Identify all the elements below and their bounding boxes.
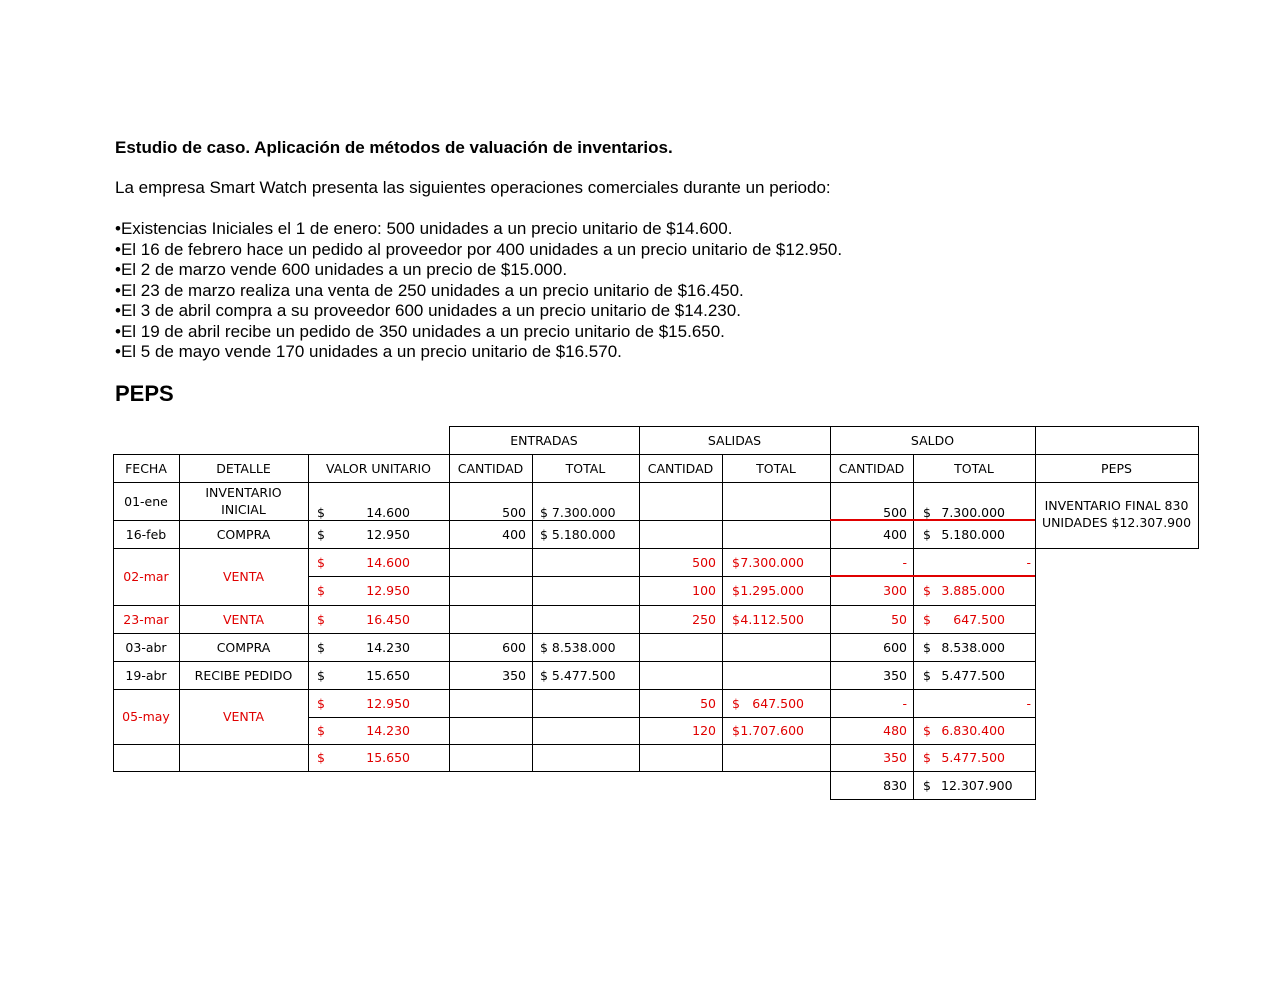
salida-cantidad-cell — [639, 520, 722, 548]
grid-line — [1035, 548, 1036, 577]
valor-unitario-cell — [317, 576, 410, 605]
entrada-cantidad-cell — [449, 689, 532, 717]
saldo-total-cell — [923, 576, 1005, 605]
saldo-cantidad-cell: 400 — [883, 526, 907, 542]
currency-symbol: $ — [732, 695, 740, 711]
entrada-total-cell: $ 8.538.000 — [540, 639, 616, 655]
detalle-cell: VENTA — [222, 611, 264, 627]
currency-symbol: $ — [317, 611, 325, 627]
column-header-total_b: TOTAL — [954, 460, 994, 476]
currency-symbol: $ — [317, 695, 325, 711]
entrada-cantidad-cell — [449, 717, 532, 744]
valor-unitario-value: 14.600 — [366, 554, 410, 570]
saldo-total-value: 7.300.000 — [941, 505, 1005, 520]
final-cantidad-cell: 830 — [883, 777, 907, 793]
currency-symbol: $ — [923, 723, 931, 738]
grid-line — [1035, 661, 1036, 690]
column-header-total_e: TOTAL — [565, 460, 606, 476]
salida-cantidad-cell: 100 — [692, 583, 716, 598]
grid-line — [308, 689, 309, 718]
currency-symbol: $ — [732, 723, 740, 738]
group-saldo: SALDO — [910, 432, 955, 448]
salida-total-value: 1.707.600 — [740, 723, 804, 738]
grid-line — [913, 482, 914, 521]
currency-symbol: $ — [923, 583, 931, 598]
salida-total-value: 1.295.000 — [740, 583, 804, 598]
salida-total-cell — [732, 605, 804, 633]
salida-total-value: 647.500 — [752, 695, 804, 711]
currency-symbol: $ — [923, 777, 931, 793]
saldo-total-value: 5.477.500 — [941, 667, 1005, 683]
valor-unitario-cell — [317, 482, 410, 520]
grid-line — [1198, 482, 1199, 521]
grid-line — [722, 605, 723, 634]
entrada-cantidad-cell: 600 — [502, 639, 526, 655]
column-header-cant_s: CANTIDAD — [647, 460, 714, 476]
grid-line — [1035, 633, 1036, 662]
saldo-total-cell — [923, 661, 1005, 689]
valor-unitario-value: 16.450 — [366, 611, 410, 627]
valor-unitario-cell — [317, 548, 410, 576]
currency-symbol: $ — [923, 505, 931, 520]
currency-symbol: $ — [923, 639, 931, 655]
grid-line — [308, 482, 309, 521]
salida-cantidad-cell — [639, 744, 722, 771]
saldo-cantidad-cell: 350 — [883, 750, 907, 765]
fecha-cell: 02-mar — [123, 569, 169, 584]
grid-line — [913, 633, 914, 662]
salida-cantidad-cell — [639, 661, 722, 689]
intro-text: La empresa Smart Watch presenta las siguientes operaciones comerciales durante un periodo: — [115, 178, 831, 197]
grid-line — [913, 661, 914, 690]
group-entradas: ENTRADAS — [510, 432, 578, 448]
entrada-total-cell: $ 5.180.000 — [540, 526, 616, 542]
grid-line — [722, 482, 723, 521]
entrada-cantidad-cell: 350 — [502, 667, 526, 683]
saldo-total-cell — [923, 633, 1005, 661]
grid-line — [1035, 744, 1036, 772]
salida-cantidad-cell — [639, 633, 722, 661]
currency-symbol: $ — [317, 667, 325, 683]
fecha-cell: 03-abr — [125, 639, 167, 655]
column-header-total_s: TOTAL — [756, 460, 796, 476]
salida-cantidad-cell: 120 — [692, 723, 716, 738]
saldo-total-value: 5.180.000 — [941, 526, 1005, 542]
entrada-cantidad-cell — [449, 744, 532, 771]
salida-total-value: 4.112.500 — [740, 611, 804, 627]
detalle-cell: INVENTARIO INICIAL — [205, 485, 282, 517]
valor-unitario-value: 12.950 — [366, 583, 410, 598]
final-total-cell — [923, 771, 1017, 799]
saldo-total-cell — [923, 482, 1005, 520]
saldo-cantidad-cell: 500 — [883, 505, 907, 520]
grid-line — [913, 520, 914, 549]
column-header-cant_e: CANTIDAD — [457, 460, 524, 476]
grid-line — [1035, 520, 1036, 549]
doc-title: Estudio de caso. Aplicación de métodos de valuación de inventarios. — [115, 138, 673, 157]
valor-unitario-value: 12.950 — [366, 526, 410, 542]
grid-line — [1035, 482, 1036, 521]
grid-line — [722, 689, 723, 718]
grid-line — [830, 799, 1036, 800]
operation-item: • Existencias Iniciales el 1 de enero: 500 unidades a un precio unitario de $14.600. — [115, 219, 842, 240]
currency-symbol: $ — [317, 750, 325, 765]
entrada-cantidad-cell — [449, 548, 532, 576]
operation-item: • El 19 de abril recibe un pedido de 350 unidades a un precio unitario de $15.650. — [115, 322, 842, 343]
detalle-cell: RECIBE PEDIDO — [194, 667, 293, 683]
saldo-cantidad-cell: 300 — [883, 583, 907, 598]
grid-line — [913, 605, 914, 634]
entrada-total-cell — [532, 744, 639, 771]
currency-symbol: $ — [923, 611, 931, 627]
entrada-cantidad-cell — [449, 605, 532, 633]
saldo-cantidad-cell: 50 — [891, 611, 907, 627]
operation-item: • El 5 de mayo vende 170 unidades a un precio unitario de $16.570. — [115, 342, 842, 363]
grid-line — [308, 520, 309, 549]
fecha-cell: 16-feb — [125, 526, 167, 542]
entrada-total-cell — [532, 548, 639, 576]
saldo-total-value: 647.500 — [953, 611, 1005, 627]
valor-unitario-cell — [317, 520, 410, 548]
column-header-valor: VALOR UNITARIO — [326, 460, 431, 476]
valor-unitario-cell — [317, 605, 410, 633]
column-header-fecha: FECHA — [125, 460, 167, 476]
salida-cantidad-cell: 50 — [700, 695, 716, 711]
salida-cantidad-cell: 500 — [692, 554, 716, 570]
currency-symbol: $ — [732, 554, 740, 570]
entrada-total-cell — [532, 576, 639, 605]
grid-line — [113, 744, 114, 772]
operation-item: • El 3 de abril compra a su proveedor 600 unidades a un precio unitario de $14.230. — [115, 301, 842, 322]
grid-line — [1198, 426, 1199, 455]
detalle-cell: VENTA — [222, 709, 264, 724]
fecha-cell: 23-mar — [123, 611, 169, 627]
salida-cantidad-cell: 250 — [692, 611, 716, 627]
salida-cantidad-cell — [639, 482, 722, 520]
grid-line — [1035, 717, 1036, 745]
saldo-total-cell — [923, 520, 1005, 548]
group-salidas: SALIDAS — [707, 432, 762, 448]
grid-line — [722, 744, 723, 772]
grid-line — [308, 576, 309, 606]
currency-symbol: $ — [317, 554, 325, 570]
currency-symbol: $ — [317, 505, 325, 520]
currency-symbol: $ — [317, 583, 325, 598]
currency-symbol: $ — [317, 639, 325, 655]
currency-symbol: $ — [732, 611, 740, 627]
saldo-total-cell: - — [1026, 695, 1031, 711]
grid-line — [1035, 548, 1199, 549]
final-inventory-note: INVENTARIO FINAL 830 UNIDADES $12.307.900 — [1041, 498, 1192, 530]
grid-line — [1035, 771, 1036, 800]
fecha-cell: 05-may — [122, 709, 170, 724]
saldo-total-cell — [923, 605, 1005, 633]
operation-item: • El 23 de marzo realiza una venta de 250 unidades a un precio unitario de $16.450. — [115, 281, 842, 302]
grid-line — [722, 717, 723, 745]
salida-total-value: 7.300.000 — [740, 554, 804, 570]
grid-line — [308, 717, 309, 745]
salida-total-cell — [732, 576, 804, 605]
salida-total-cell — [732, 717, 804, 744]
grid-line — [308, 661, 309, 690]
grid-line — [308, 744, 309, 772]
grid-line — [308, 633, 309, 662]
valor-unitario-value: 14.230 — [366, 639, 410, 655]
currency-symbol: $ — [317, 526, 325, 542]
detalle-cell: COMPRA — [216, 526, 271, 542]
grid-line — [722, 548, 723, 577]
grid-line — [722, 576, 723, 606]
entrada-total-cell — [532, 717, 639, 744]
currency-symbol: $ — [732, 583, 740, 598]
valor-unitario-value: 15.650 — [366, 750, 410, 765]
grid-line — [1198, 454, 1199, 483]
saldo-cantidad-cell: - — [902, 554, 907, 570]
saldo-total-value: 5.477.500 — [941, 750, 1005, 765]
final-total-value: 12.307.900 — [941, 777, 1013, 793]
saldo-total-value: 8.538.000 — [941, 639, 1005, 655]
column-header-cant_b: CANTIDAD — [838, 460, 905, 476]
saldo-total-cell: - — [1026, 554, 1031, 570]
currency-symbol: $ — [923, 526, 931, 542]
entrada-total-cell — [532, 689, 639, 717]
grid-line — [722, 633, 723, 662]
saldo-total-value: 6.830.400 — [941, 723, 1005, 738]
grid-line — [913, 771, 914, 800]
detalle-cell: VENTA — [222, 569, 264, 584]
column-header-peps: PEPS — [1101, 460, 1132, 476]
valor-unitario-value: 14.230 — [366, 723, 410, 738]
valor-unitario-value: 15.650 — [366, 667, 410, 683]
grid-line — [1035, 426, 1036, 455]
grid-line — [913, 576, 914, 606]
fecha-cell: 01-ene — [124, 493, 168, 509]
saldo-total-cell — [923, 744, 1005, 771]
currency-symbol: $ — [923, 667, 931, 683]
entrada-cantidad-cell: 500 — [502, 505, 526, 520]
fecha-cell: 19-abr — [125, 667, 167, 683]
saldo-total-value: 3.885.000 — [941, 583, 1005, 598]
grid-line — [722, 520, 723, 549]
valor-unitario-cell — [317, 633, 410, 661]
valor-unitario-cell — [317, 744, 410, 771]
grid-line — [308, 548, 309, 577]
saldo-cantidad-cell: 350 — [883, 667, 907, 683]
detalle-cell: COMPRA — [216, 639, 271, 655]
saldo-cantidad-cell: 600 — [883, 639, 907, 655]
entrada-cantidad-cell — [449, 576, 532, 605]
grid-line — [1035, 605, 1036, 634]
operation-item: • El 2 de marzo vende 600 unidades a un precio de $15.000. — [115, 260, 842, 281]
grid-line — [1035, 576, 1036, 606]
valor-unitario-value: 14.600 — [366, 505, 410, 520]
valor-unitario-cell — [317, 689, 410, 717]
saldo-total-cell — [923, 717, 1005, 744]
currency-symbol: $ — [923, 750, 931, 765]
currency-symbol: $ — [317, 723, 325, 738]
saldo-cantidad-cell: 480 — [883, 723, 907, 738]
entrada-total-cell — [532, 605, 639, 633]
salida-total-cell — [732, 548, 804, 576]
grid-line — [1198, 520, 1199, 549]
entrada-total-cell: $ 5.477.500 — [540, 667, 616, 683]
entrada-total-cell: $ 7.300.000 — [540, 505, 616, 520]
column-header-detalle: DETALLE — [216, 460, 271, 476]
valor-unitario-value: 12.950 — [366, 695, 410, 711]
entrada-cantidad-cell: 400 — [502, 526, 526, 542]
saldo-cantidad-cell: - — [902, 695, 907, 711]
valor-unitario-cell — [317, 661, 410, 689]
peps-heading: PEPS — [115, 381, 174, 406]
salida-total-cell — [732, 689, 804, 717]
grid-line — [913, 744, 914, 772]
grid-line — [179, 744, 180, 772]
valor-unitario-cell — [317, 717, 410, 744]
grid-line — [1035, 689, 1036, 718]
grid-line — [913, 717, 914, 745]
grid-line — [308, 605, 309, 634]
operation-item: • El 16 de febrero hace un pedido al proveedor por 400 unidades a un precio unitario de $12.950. — [115, 240, 842, 261]
grid-line — [722, 661, 723, 690]
